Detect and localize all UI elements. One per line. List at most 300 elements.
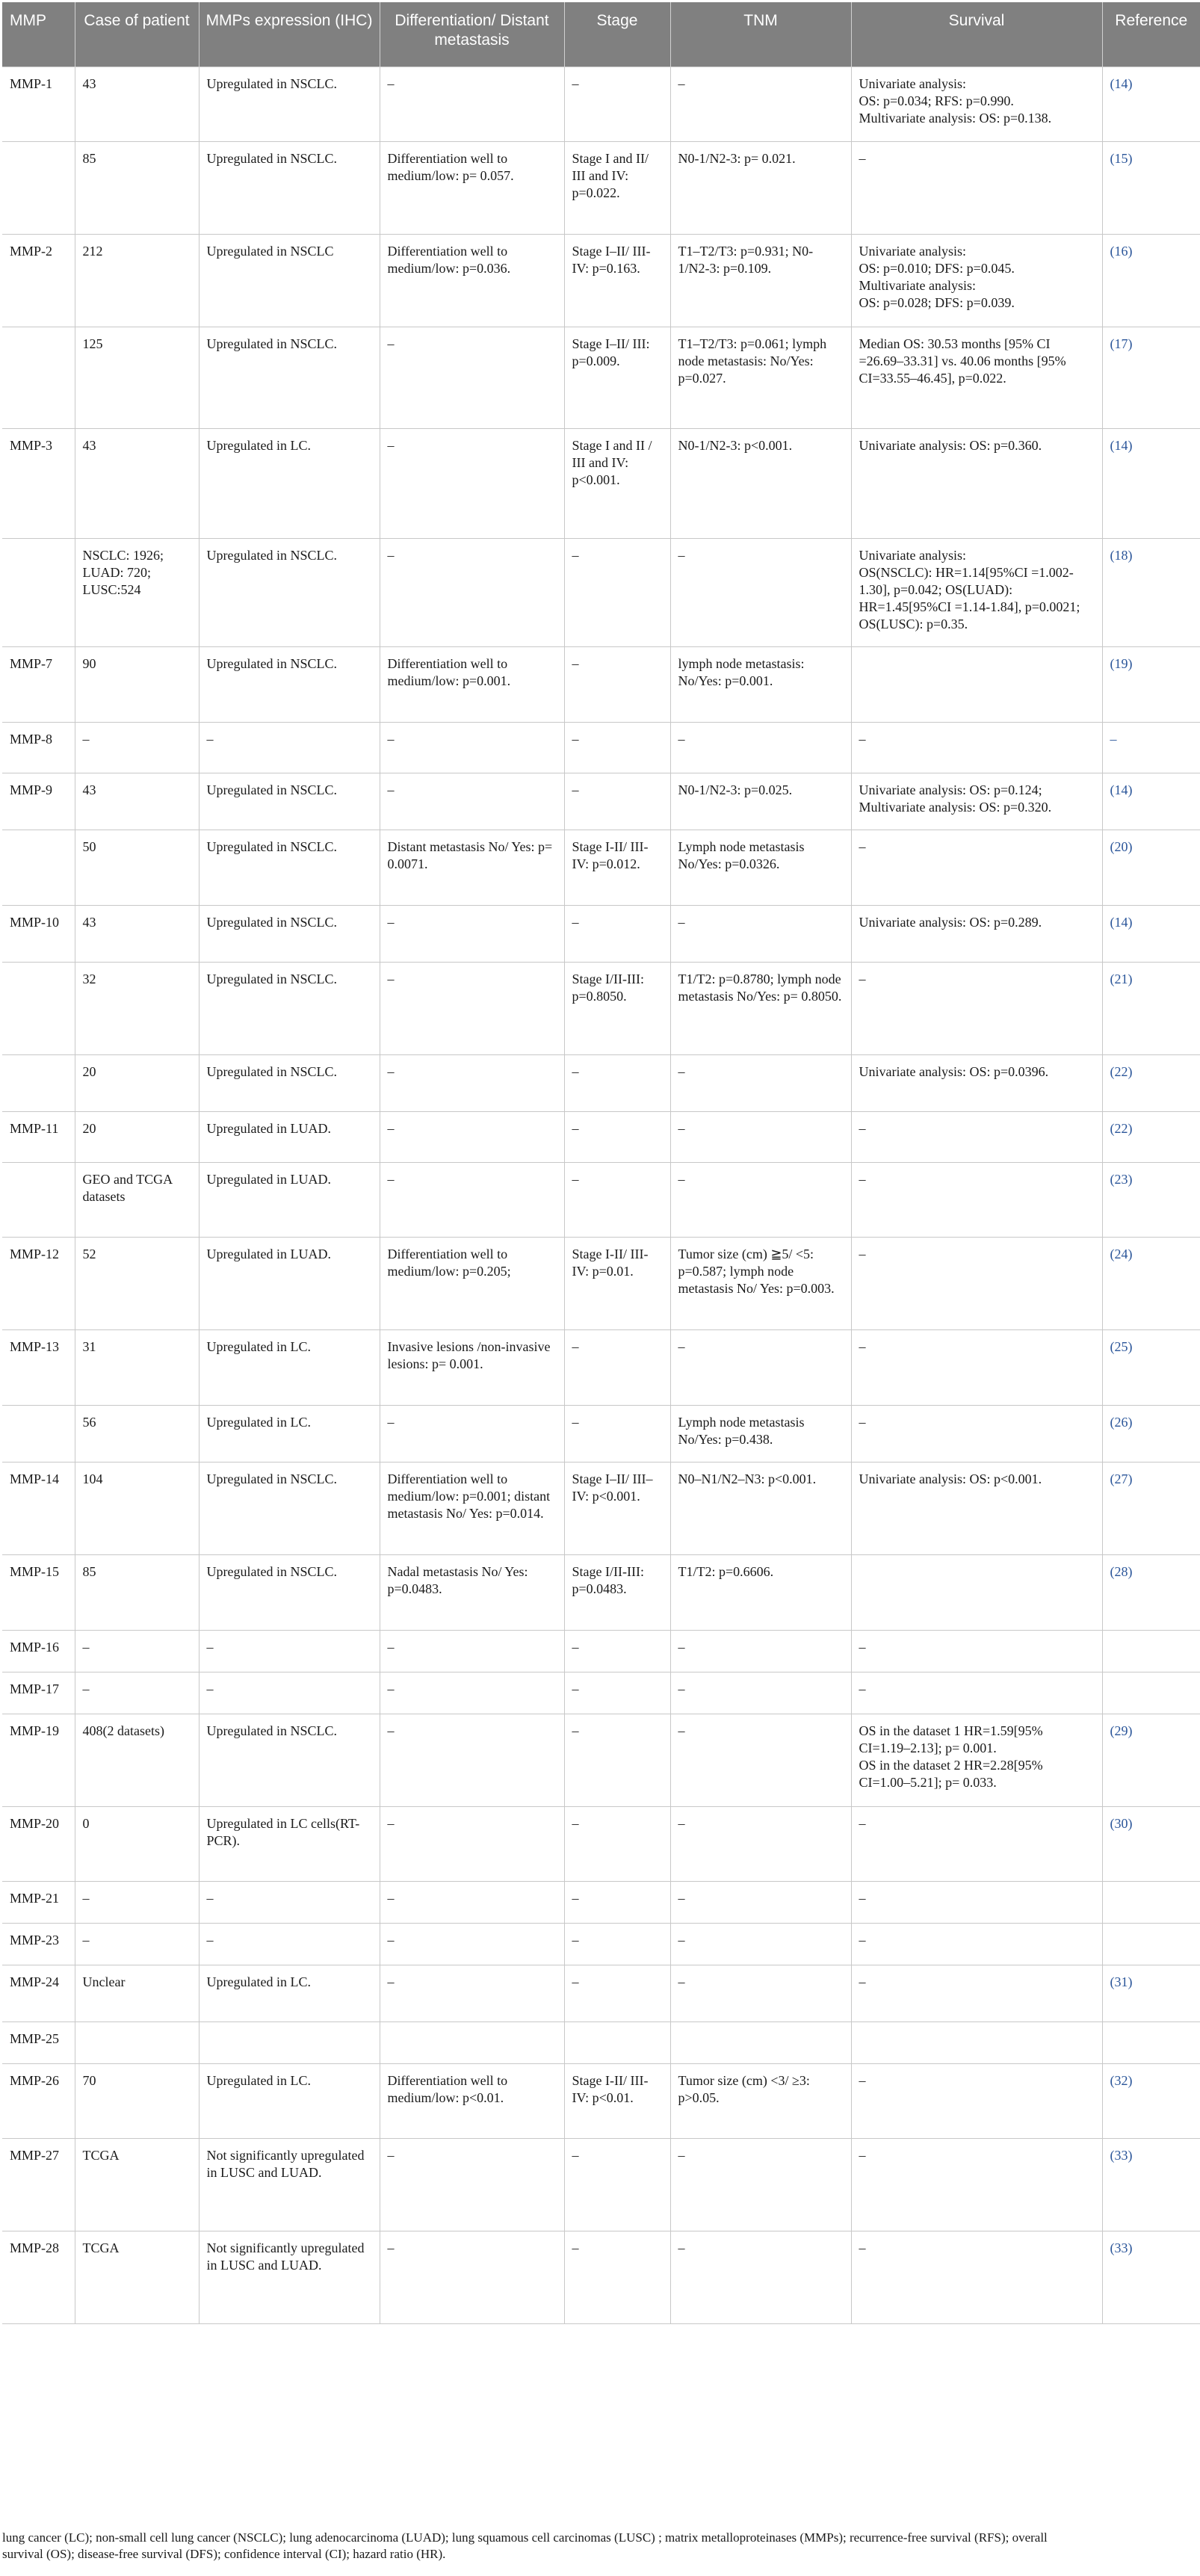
cell-stage: Stage I-II/ III-IV: p=0.01. <box>564 1237 670 1329</box>
table-footnote: lung cancer (LC); non-small cell lung cancer (NSCLC); lung adenocarcinoma (LUAD); lung squamous cell carcinomas (LUSC) ; matrix metalloproteinases (MMPs); recurrence-free survival (RFS); overall survival (OS); disease-free survival (DFS); confidence interval (CI); hazard ratio (HR). <box>2 2530 1048 2561</box>
cell-stage: – <box>564 905 670 962</box>
cell-differentiation: – <box>380 1630 564 1672</box>
cell-tnm: T1–T2/T3: p=0.061; lymph node metastasis: No/Yes: p=0.027. <box>670 327 851 428</box>
cell-expression: Upregulated in NSCLC. <box>199 1554 380 1630</box>
cell-expression: – <box>199 1923 380 1965</box>
cell-stage: – <box>564 646 670 722</box>
cell-differentiation: – <box>380 1806 564 1881</box>
cell-survival: Median OS: 30.53 months [95% CI =26.69–33.31] vs. 40.06 months [95% CI=33.55–46.45], p=0.022. <box>851 327 1102 428</box>
cell-reference <box>1102 722 1200 773</box>
cell-differentiation: – <box>380 905 564 962</box>
cell-survival <box>851 646 1102 722</box>
cell-survival: – <box>851 1329 1102 1405</box>
cell-survival: Univariate analysis: OS: p=0.0396. <box>851 1054 1102 1111</box>
cell-expression: Upregulated in NSCLC <box>199 234 380 327</box>
cell-mmp <box>2 1405 75 1462</box>
table-row <box>2 962 1200 1054</box>
cell-cases: 43 <box>75 67 199 141</box>
cell-survival <box>851 1554 1102 1630</box>
cell-cases: 20 <box>75 1054 199 1111</box>
cell-mmp <box>2 141 75 234</box>
cell-stage: Stage I and II / III and IV: p<0.001. <box>564 428 670 538</box>
reference-link[interactable]: (14) <box>1110 75 1133 91</box>
cell-cases: 20 <box>75 1111 199 1162</box>
table-row <box>2 1806 1200 1881</box>
cell-expression: Upregulated in NSCLC. <box>199 646 380 722</box>
cell-reference <box>1102 2138 1200 2231</box>
cell-mmp: MMP-28 <box>2 2231 75 2323</box>
cell-expression: Upregulated in NSCLC. <box>199 1714 380 1806</box>
cell-tnm: N0-1/N2-3: p=0.025. <box>670 773 851 830</box>
reference-link[interactable]: – <box>1110 731 1117 747</box>
cell-stage: – <box>564 1405 670 1462</box>
table-row <box>2 830 1200 905</box>
reference-link[interactable]: (27) <box>1110 1471 1133 1486</box>
cell-mmp: MMP-26 <box>2 2063 75 2138</box>
cell-differentiation: – <box>380 1965 564 2021</box>
reference-link[interactable]: (22) <box>1110 1063 1133 1079</box>
cell-mmp: MMP-8 <box>2 722 75 773</box>
cell-cases: – <box>75 1630 199 1672</box>
cell-survival: – <box>851 830 1102 905</box>
table-row <box>2 1405 1200 1462</box>
cell-reference <box>1102 428 1200 538</box>
reference-link[interactable]: (14) <box>1110 782 1133 797</box>
cell-survival: Univariate analysis: OS: p=0.034; RFS: p=0.990. Multivariate analysis: OS: p=0.138. <box>851 67 1102 141</box>
cell-mmp: MMP-15 <box>2 1554 75 1630</box>
table-row <box>2 1672 1200 1714</box>
cell-differentiation: – <box>380 67 564 141</box>
cell-expression: – <box>199 1881 380 1923</box>
cell-tnm: Lymph node metastasis No/Yes: p=0.438. <box>670 1405 851 1462</box>
cell-reference <box>1102 538 1200 646</box>
cell-survival: – <box>851 1162 1102 1237</box>
table-row <box>2 327 1200 428</box>
cell-expression: Upregulated in NSCLC. <box>199 773 380 830</box>
cell-tnm: – <box>670 2138 851 2231</box>
cell-reference <box>1102 1237 1200 1329</box>
cell-cases: 408(2 datasets) <box>75 1714 199 1806</box>
cell-survival: – <box>851 1111 1102 1162</box>
cell-reference <box>1102 1881 1200 1923</box>
reference-link[interactable]: (28) <box>1110 1563 1133 1579</box>
cell-expression: Upregulated in LUAD. <box>199 1237 380 1329</box>
cell-expression: – <box>199 1672 380 1714</box>
cell-differentiation: – <box>380 2231 564 2323</box>
cell-reference <box>1102 234 1200 327</box>
cell-differentiation: Invasive lesions /non-invasive lesions: p= 0.001. <box>380 1329 564 1405</box>
cell-cases: 32 <box>75 962 199 1054</box>
cell-reference <box>1102 962 1200 1054</box>
cell-differentiation: – <box>380 428 564 538</box>
table-row <box>2 1714 1200 1806</box>
cell-reference <box>1102 773 1200 830</box>
cell-stage: Stage I-II/ III-IV: p=0.012. <box>564 830 670 905</box>
cell-tnm: – <box>670 1162 851 1237</box>
cell-mmp <box>2 1162 75 1237</box>
reference-link[interactable]: (24) <box>1110 1246 1133 1261</box>
cell-cases: 52 <box>75 1237 199 1329</box>
cell-expression: Upregulated in NSCLC. <box>199 1462 380 1554</box>
header-stage: Stage <box>564 2 670 67</box>
reference-link[interactable]: (16) <box>1110 243 1133 259</box>
cell-differentiation <box>380 2021 564 2063</box>
cell-mmp: MMP-17 <box>2 1672 75 1714</box>
cell-stage: Stage I–II/ III- IV: p=0.163. <box>564 234 670 327</box>
cell-expression: – <box>199 1630 380 1672</box>
cell-tnm: T1/T2: p=0.6606. <box>670 1554 851 1630</box>
cell-expression: Upregulated in NSCLC. <box>199 327 380 428</box>
cell-survival: – <box>851 1672 1102 1714</box>
table-row <box>2 1462 1200 1554</box>
cell-cases: 70 <box>75 2063 199 2138</box>
mmp-table <box>2 2 1200 2324</box>
cell-expression: Upregulated in LC. <box>199 1405 380 1462</box>
table-row <box>2 1329 1200 1405</box>
cell-survival: – <box>851 1881 1102 1923</box>
cell-tnm: – <box>670 1965 851 2021</box>
reference-link[interactable]: (14) <box>1110 437 1133 453</box>
cell-stage: – <box>564 1965 670 2021</box>
reference-link[interactable]: (31) <box>1110 1974 1133 1989</box>
cell-tnm: Lymph node metastasis No/Yes: p=0.0326. <box>670 830 851 905</box>
cell-stage: – <box>564 2231 670 2323</box>
cell-stage: – <box>564 1806 670 1881</box>
cell-mmp: MMP-24 <box>2 1965 75 2021</box>
cell-cases: GEO and TCGA datasets <box>75 1162 199 1237</box>
cell-stage: Stage I–II/ III: p=0.009. <box>564 327 670 428</box>
cell-survival: – <box>851 1923 1102 1965</box>
cell-expression: Upregulated in LC. <box>199 428 380 538</box>
cell-stage: – <box>564 1714 670 1806</box>
cell-survival: – <box>851 2231 1102 2323</box>
cell-tnm: – <box>670 1329 851 1405</box>
cell-mmp: MMP-9 <box>2 773 75 830</box>
cell-tnm: – <box>670 722 851 773</box>
cell-expression: Upregulated in NSCLC. <box>199 538 380 646</box>
cell-tnm: Tumor size (cm) ≧5/ <5: p=0.587; lymph node metastasis No/ Yes: p=0.003. <box>670 1237 851 1329</box>
cell-tnm <box>670 2021 851 2063</box>
cell-differentiation: – <box>380 1923 564 1965</box>
cell-mmp: MMP-27 <box>2 2138 75 2231</box>
cell-tnm: – <box>670 67 851 141</box>
cell-stage: – <box>564 1881 670 1923</box>
cell-expression: Upregulated in LC cells(RT-PCR). <box>199 1806 380 1881</box>
cell-survival: Univariate analysis: OS: p=0.010; DFS: p=0.045. Multivariate analysis: OS: p=0.028; DFS: p=0.039. <box>851 234 1102 327</box>
cell-expression: Not significantly upregulated in LUSC and LUAD. <box>199 2138 380 2231</box>
cell-survival: – <box>851 1405 1102 1462</box>
cell-expression: Not significantly upregulated in LUSC and LUAD. <box>199 2231 380 2323</box>
cell-expression: Upregulated in NSCLC. <box>199 141 380 234</box>
cell-mmp: MMP-10 <box>2 905 75 962</box>
cell-stage: – <box>564 2138 670 2231</box>
cell-differentiation: – <box>380 2138 564 2231</box>
cell-reference <box>1102 2063 1200 2138</box>
cell-reference <box>1102 1162 1200 1237</box>
table-row <box>2 646 1200 722</box>
cell-stage: Stage I and II/ III and IV: p=0.022. <box>564 141 670 234</box>
cell-survival: Univariate analysis: OS: p=0.124; Multivariate analysis: OS: p=0.320. <box>851 773 1102 830</box>
cell-cases: 0 <box>75 1806 199 1881</box>
cell-survival: – <box>851 1237 1102 1329</box>
table-row <box>2 428 1200 538</box>
cell-reference <box>1102 141 1200 234</box>
cell-expression: Upregulated in NSCLC. <box>199 830 380 905</box>
cell-tnm: T1/T2: p=0.8780; lymph node metastasis No/Yes: p= 0.8050. <box>670 962 851 1054</box>
cell-differentiation: – <box>380 1881 564 1923</box>
cell-cases: – <box>75 722 199 773</box>
cell-reference <box>1102 830 1200 905</box>
cell-reference <box>1102 1405 1200 1462</box>
cell-cases: – <box>75 1881 199 1923</box>
cell-mmp: MMP-16 <box>2 1630 75 1672</box>
cell-cases: 104 <box>75 1462 199 1554</box>
table-row <box>2 1881 1200 1923</box>
cell-reference <box>1102 1462 1200 1554</box>
cell-cases: 56 <box>75 1405 199 1462</box>
cell-stage: Stage I–II/ III–IV: p<0.001. <box>564 1462 670 1554</box>
cell-stage: – <box>564 1672 670 1714</box>
cell-survival: OS in the dataset 1 HR=1.59[95% CI=1.19–2.13]; p= 0.001. OS in the dataset 2 HR=2.28[95% CI=1.00–5.21]; p= 0.033. <box>851 1714 1102 1806</box>
cell-cases: Unclear <box>75 1965 199 2021</box>
cell-differentiation: Differentiation well to medium/low: p= 0.057. <box>380 141 564 234</box>
cell-tnm: – <box>670 1672 851 1714</box>
cell-tnm: N0-1/N2-3: p<0.001. <box>670 428 851 538</box>
cell-differentiation: – <box>380 1672 564 1714</box>
cell-expression: Upregulated in LC. <box>199 2063 380 2138</box>
cell-cases: 212 <box>75 234 199 327</box>
cell-tnm: – <box>670 1881 851 1923</box>
cell-survival: Univariate analysis: OS: p=0.289. <box>851 905 1102 962</box>
cell-differentiation: Differentiation well to medium/low: p=0.205; <box>380 1237 564 1329</box>
cell-reference <box>1102 2231 1200 2323</box>
cell-mmp: MMP-7 <box>2 646 75 722</box>
cell-expression: Upregulated in NSCLC. <box>199 905 380 962</box>
table-row <box>2 2063 1200 2138</box>
cell-tnm: – <box>670 538 851 646</box>
cell-differentiation: – <box>380 962 564 1054</box>
cell-mmp <box>2 962 75 1054</box>
cell-mmp: MMP-25 <box>2 2021 75 2063</box>
cell-reference <box>1102 1329 1200 1405</box>
reference-link[interactable]: (14) <box>1110 914 1133 930</box>
table-row <box>2 234 1200 327</box>
cell-expression: – <box>199 722 380 773</box>
cell-differentiation: – <box>380 1714 564 1806</box>
cell-mmp: MMP-3 <box>2 428 75 538</box>
cell-expression: Upregulated in LUAD. <box>199 1162 380 1237</box>
table-row <box>2 1630 1200 1672</box>
header-cases: Case of patient <box>75 2 199 67</box>
cell-stage: – <box>564 722 670 773</box>
cell-differentiation: – <box>380 722 564 773</box>
reference-link[interactable]: (21) <box>1110 971 1133 986</box>
table-row <box>2 2231 1200 2323</box>
cell-stage: – <box>564 1111 670 1162</box>
table-row <box>2 1054 1200 1111</box>
cell-stage: – <box>564 1923 670 1965</box>
cell-tnm: Tumor size (cm) <3/ ≥3: p>0.05. <box>670 2063 851 2138</box>
cell-tnm: – <box>670 1714 851 1806</box>
reference-link[interactable]: (18) <box>1110 547 1133 563</box>
cell-differentiation: Differentiation well to medium/low: p=0.001; distant metastasis No/ Yes: p=0.014. <box>380 1462 564 1554</box>
cell-tnm: T1–T2/T3: p=0.931; N0-1/N2-3: p=0.109. <box>670 234 851 327</box>
cell-mmp <box>2 1054 75 1111</box>
cell-tnm: – <box>670 1806 851 1881</box>
cell-cases: 31 <box>75 1329 199 1405</box>
cell-tnm: N0–N1/N2–N3: p<0.001. <box>670 1462 851 1554</box>
reference-link[interactable]: (23) <box>1110 1171 1133 1187</box>
cell-reference <box>1102 905 1200 962</box>
reference-link[interactable]: (32) <box>1110 2072 1133 2088</box>
table-row <box>2 2138 1200 2231</box>
cell-reference <box>1102 1806 1200 1881</box>
cell-stage: Stage I/II-III: p=0.0483. <box>564 1554 670 1630</box>
cell-tnm: N0-1/N2-3: p= 0.021. <box>670 141 851 234</box>
reference-link[interactable]: (26) <box>1110 1414 1133 1430</box>
cell-stage: – <box>564 538 670 646</box>
table-body <box>2 67 1200 2323</box>
cell-differentiation: – <box>380 1054 564 1111</box>
cell-cases: 43 <box>75 905 199 962</box>
cell-tnm: – <box>670 905 851 962</box>
cell-mmp <box>2 538 75 646</box>
cell-reference <box>1102 646 1200 722</box>
cell-reference <box>1102 67 1200 141</box>
cell-mmp: MMP-11 <box>2 1111 75 1162</box>
cell-survival: Univariate analysis: OS: p<0.001. <box>851 1462 1102 1554</box>
reference-link[interactable]: (25) <box>1110 1338 1133 1354</box>
cell-survival: – <box>851 722 1102 773</box>
reference-link[interactable]: (30) <box>1110 1815 1133 1831</box>
table-row <box>2 2021 1200 2063</box>
cell-mmp: MMP-19 <box>2 1714 75 1806</box>
cell-stage: Stage I-II/ III-IV: p<0.01. <box>564 2063 670 2138</box>
cell-differentiation: Distant metastasis No/ Yes: p= 0.0071. <box>380 830 564 905</box>
cell-survival: – <box>851 1630 1102 1672</box>
cell-cases: 85 <box>75 141 199 234</box>
reference-link[interactable]: (15) <box>1110 150 1133 166</box>
header-expression: MMPs expression (IHC) <box>199 2 380 67</box>
cell-mmp: MMP-23 <box>2 1923 75 1965</box>
cell-survival: Univariate analysis: OS: p=0.360. <box>851 428 1102 538</box>
cell-reference <box>1102 1672 1200 1714</box>
cell-differentiation: – <box>380 327 564 428</box>
table-row <box>2 1111 1200 1162</box>
cell-mmp: MMP-14 <box>2 1462 75 1554</box>
cell-survival: – <box>851 2063 1102 2138</box>
reference-link[interactable]: (17) <box>1110 336 1133 351</box>
cell-stage: – <box>564 1054 670 1111</box>
reference-link[interactable]: (22) <box>1110 1120 1133 1136</box>
cell-differentiation: – <box>380 1111 564 1162</box>
cell-cases: TCGA <box>75 2138 199 2231</box>
cell-mmp <box>2 830 75 905</box>
cell-cases: 43 <box>75 773 199 830</box>
cell-mmp: MMP-2 <box>2 234 75 327</box>
cell-cases: 85 <box>75 1554 199 1630</box>
cell-cases: – <box>75 1923 199 1965</box>
cell-cases <box>75 2021 199 2063</box>
header-row <box>2 2 1200 67</box>
table-row <box>2 67 1200 141</box>
cell-survival: – <box>851 2138 1102 2231</box>
cell-reference <box>1102 327 1200 428</box>
cell-mmp: MMP-1 <box>2 67 75 141</box>
header-mmp: MMP <box>2 2 75 67</box>
cell-expression: Upregulated in NSCLC. <box>199 962 380 1054</box>
cell-cases: TCGA <box>75 2231 199 2323</box>
cell-reference <box>1102 1554 1200 1630</box>
reference-link[interactable]: (20) <box>1110 838 1133 854</box>
cell-expression <box>199 2021 380 2063</box>
cell-expression: Upregulated in NSCLC. <box>199 1054 380 1111</box>
reference-link[interactable]: (29) <box>1110 1723 1133 1738</box>
reference-link[interactable]: (19) <box>1110 655 1133 671</box>
cell-differentiation: – <box>380 1162 564 1237</box>
cell-expression: Upregulated in LC. <box>199 1329 380 1405</box>
cell-tnm: lymph node metastasis: No/Yes: p=0.001. <box>670 646 851 722</box>
header-differentiation: Differentiation/ Distant metastasis <box>380 2 564 67</box>
header-reference: Reference <box>1102 2 1200 67</box>
table-row <box>2 722 1200 773</box>
cell-survival: – <box>851 141 1102 234</box>
table-row <box>2 1965 1200 2021</box>
cell-stage: – <box>564 773 670 830</box>
cell-tnm: – <box>670 1630 851 1672</box>
cell-cases: 43 <box>75 428 199 538</box>
table-row <box>2 538 1200 646</box>
cell-reference <box>1102 1714 1200 1806</box>
table-row <box>2 1923 1200 1965</box>
cell-expression: Upregulated in LUAD. <box>199 1111 380 1162</box>
cell-differentiation: Differentiation well to medium/low: p=0.001. <box>380 646 564 722</box>
cell-mmp: MMP-21 <box>2 1881 75 1923</box>
cell-survival <box>851 2021 1102 2063</box>
cell-reference <box>1102 1111 1200 1162</box>
table-row <box>2 141 1200 234</box>
cell-stage: – <box>564 1162 670 1237</box>
cell-mmp: MMP-20 <box>2 1806 75 1881</box>
cell-cases: 125 <box>75 327 199 428</box>
cell-stage: – <box>564 1630 670 1672</box>
header-tnm: TNM <box>670 2 851 67</box>
reference-link[interactable]: (33) <box>1110 2240 1133 2255</box>
cell-cases: NSCLC: 1926; LUAD: 720; LUSC:524 <box>75 538 199 646</box>
cell-tnm: – <box>670 1054 851 1111</box>
cell-stage: – <box>564 67 670 141</box>
cell-mmp <box>2 327 75 428</box>
cell-cases: 50 <box>75 830 199 905</box>
table-row <box>2 773 1200 830</box>
table-row <box>2 1237 1200 1329</box>
cell-reference <box>1102 1965 1200 2021</box>
cell-survival: – <box>851 1806 1102 1881</box>
cell-cases: 90 <box>75 646 199 722</box>
cell-stage: Stage I/II-III: p=0.8050. <box>564 962 670 1054</box>
cell-reference <box>1102 1630 1200 1672</box>
cell-mmp: MMP-13 <box>2 1329 75 1405</box>
cell-tnm: – <box>670 1111 851 1162</box>
table-row <box>2 1162 1200 1237</box>
cell-expression: Upregulated in NSCLC. <box>199 67 380 141</box>
table-row <box>2 1554 1200 1630</box>
reference-link[interactable]: (33) <box>1110 2147 1133 2163</box>
cell-tnm: – <box>670 1923 851 1965</box>
cell-expression: Upregulated in LC. <box>199 1965 380 2021</box>
cell-reference <box>1102 2021 1200 2063</box>
cell-stage <box>564 2021 670 2063</box>
